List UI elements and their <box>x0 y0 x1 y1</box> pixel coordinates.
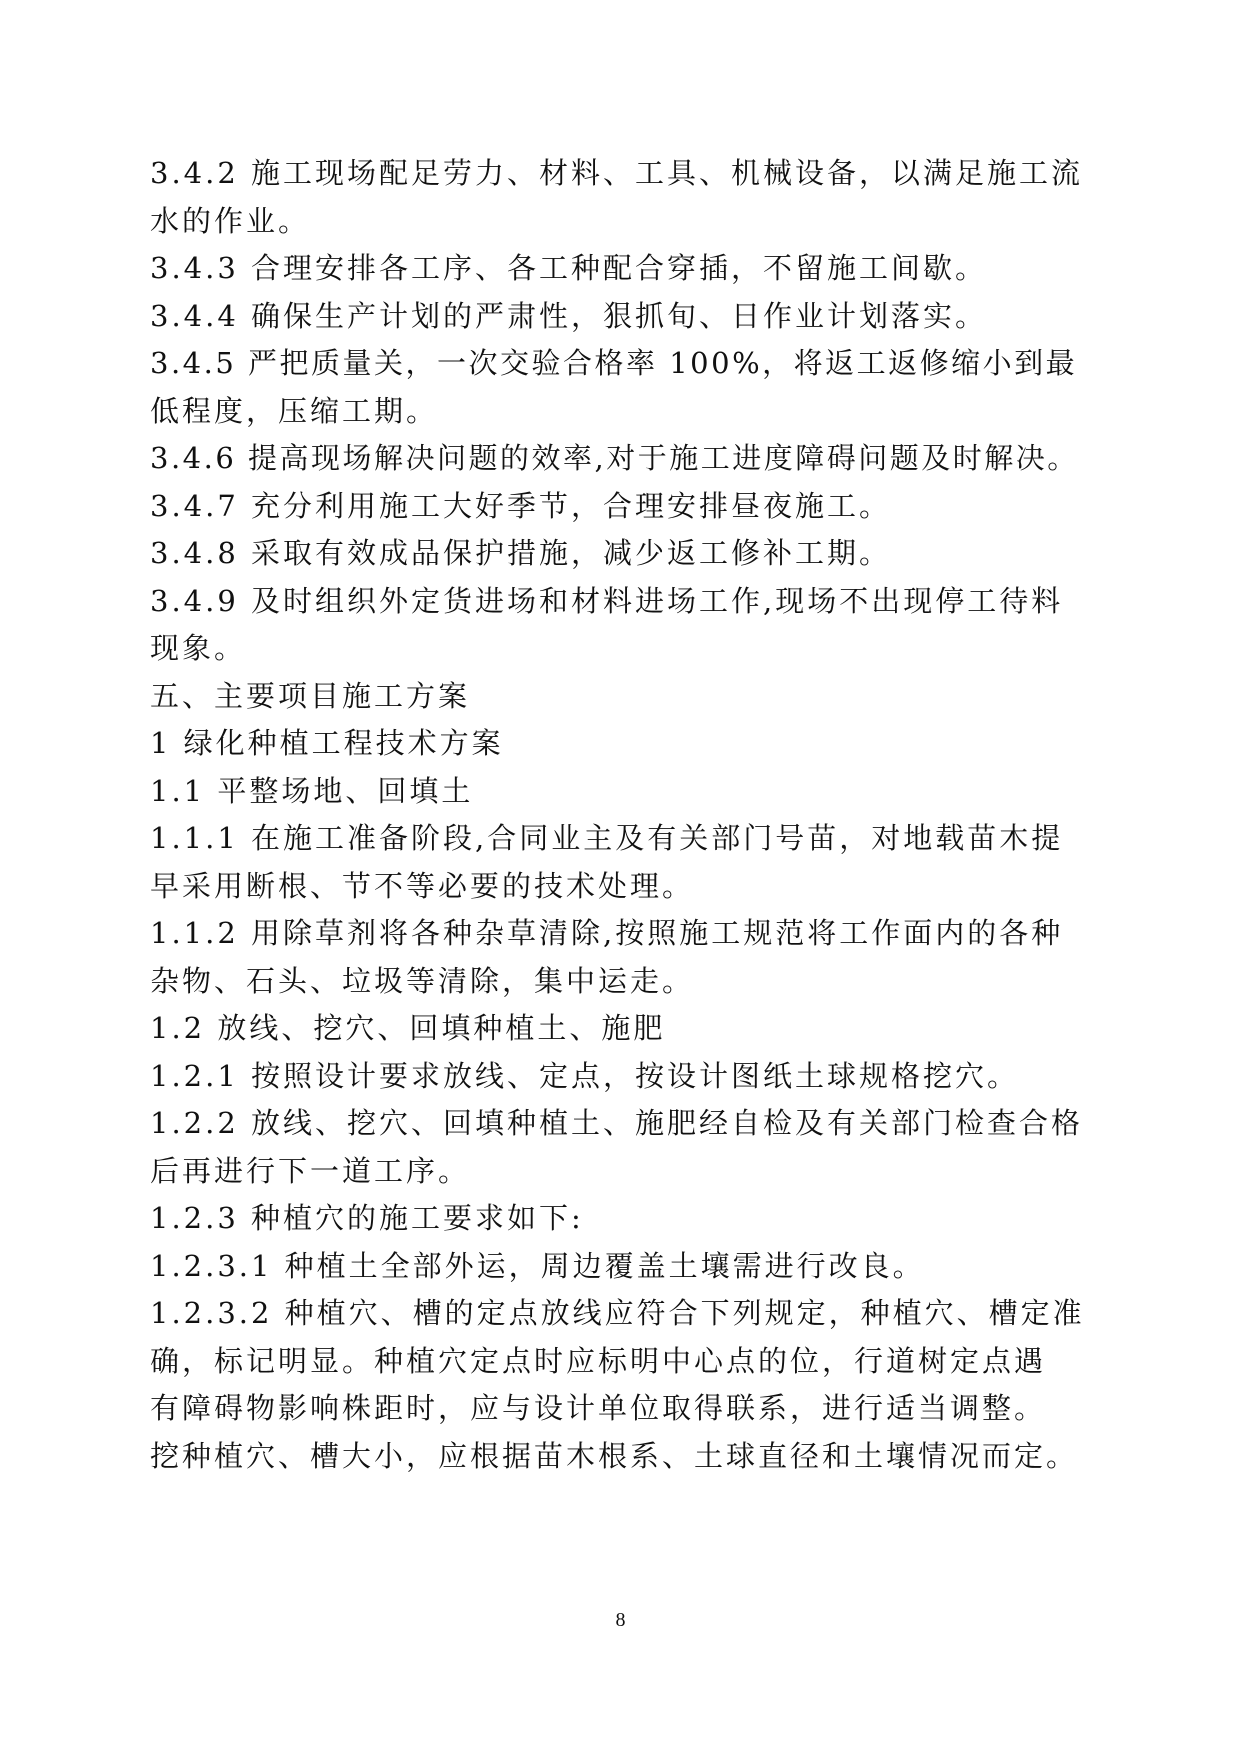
text-line: 有障碍物影响株距时，应与设计单位取得联系，进行适当调整。 <box>150 1391 1047 1425</box>
text-line: 1.2.3.2 种植穴、槽的定点放线应符合下列规定，种植穴、槽定准 <box>150 1296 1085 1330</box>
text-line: 3.4.6 提高现场解决问题的效率,对于施工进度障碍问题及时解决。 <box>150 441 1079 475</box>
text-line: 杂物、石头、垃圾等清除，集中运走。 <box>150 964 695 998</box>
subsection-heading: 1.1 平整场地、回填土 <box>150 774 474 808</box>
text-line: 水的作业。 <box>150 204 311 238</box>
text-line: 1.1.2 用除草剂将各种杂草清除,按照施工规范将工作面内的各种 <box>150 916 1064 950</box>
text-line: 3.4.4 确保生产计划的严肃性，狠抓旬、日作业计划落实。 <box>150 299 988 333</box>
text-line: 3.4.9 及时组织外定货进场和材料进场工作,现场不出现停工待料 <box>150 584 1064 618</box>
text-line: 现象。 <box>150 631 247 665</box>
text-line: 挖种植穴、槽大小，应根据苗木根系、土球直径和土壤情况而定。 <box>150 1439 1079 1473</box>
text-line: 3.4.3 合理安排各工序、各工种配合穿插，不留施工间歇。 <box>150 251 988 285</box>
text-line: 1.1.1 在施工准备阶段,合同业主及有关部门号苗，对地载苗木提 <box>150 821 1064 855</box>
text-line: 3.4.2 施工现场配足劳力、材料、工具、机械设备，以满足施工流 <box>150 156 1084 190</box>
text-line: 3.4.8 采取有效成品保护措施，减少返工修补工期。 <box>150 536 892 570</box>
text-line: 低程度，压缩工期。 <box>150 394 439 428</box>
page-number: 8 <box>615 1609 626 1631</box>
text-line: 1.2.3 种植穴的施工要求如下: <box>150 1201 584 1235</box>
text-line: 后再进行下一道工序。 <box>150 1154 471 1188</box>
subsection-heading: 1 绿化种植工程技术方案 <box>150 726 504 760</box>
section-heading: 五、主要项目施工方案 <box>150 679 471 713</box>
text-line: 确，标记明显。种植穴定点时应标明中心点的位，行道树定点遇 <box>150 1344 1047 1378</box>
text-line: 1.2.2 放线、挖穴、回填种植土、施肥经自检及有关部门检查合格 <box>150 1106 1084 1140</box>
text-line: 3.4.5 严把质量关，一次交验合格率 100%，将返工返修缩小到最 <box>150 346 1078 380</box>
text-line: 1.2.3.1 种植土全部外运，周边覆盖土壤需进行改良。 <box>150 1249 925 1283</box>
subsection-heading: 1.2 放线、挖穴、回填种植土、施肥 <box>150 1011 666 1045</box>
text-line: 早采用断根、节不等必要的技术处理。 <box>150 869 695 903</box>
text-line: 1.2.1 按照设计要求放线、定点，按设计图纸土球规格挖穴。 <box>150 1059 1020 1093</box>
text-line: 3.4.7 充分利用施工大好季节，合理安排昼夜施工。 <box>150 489 892 523</box>
